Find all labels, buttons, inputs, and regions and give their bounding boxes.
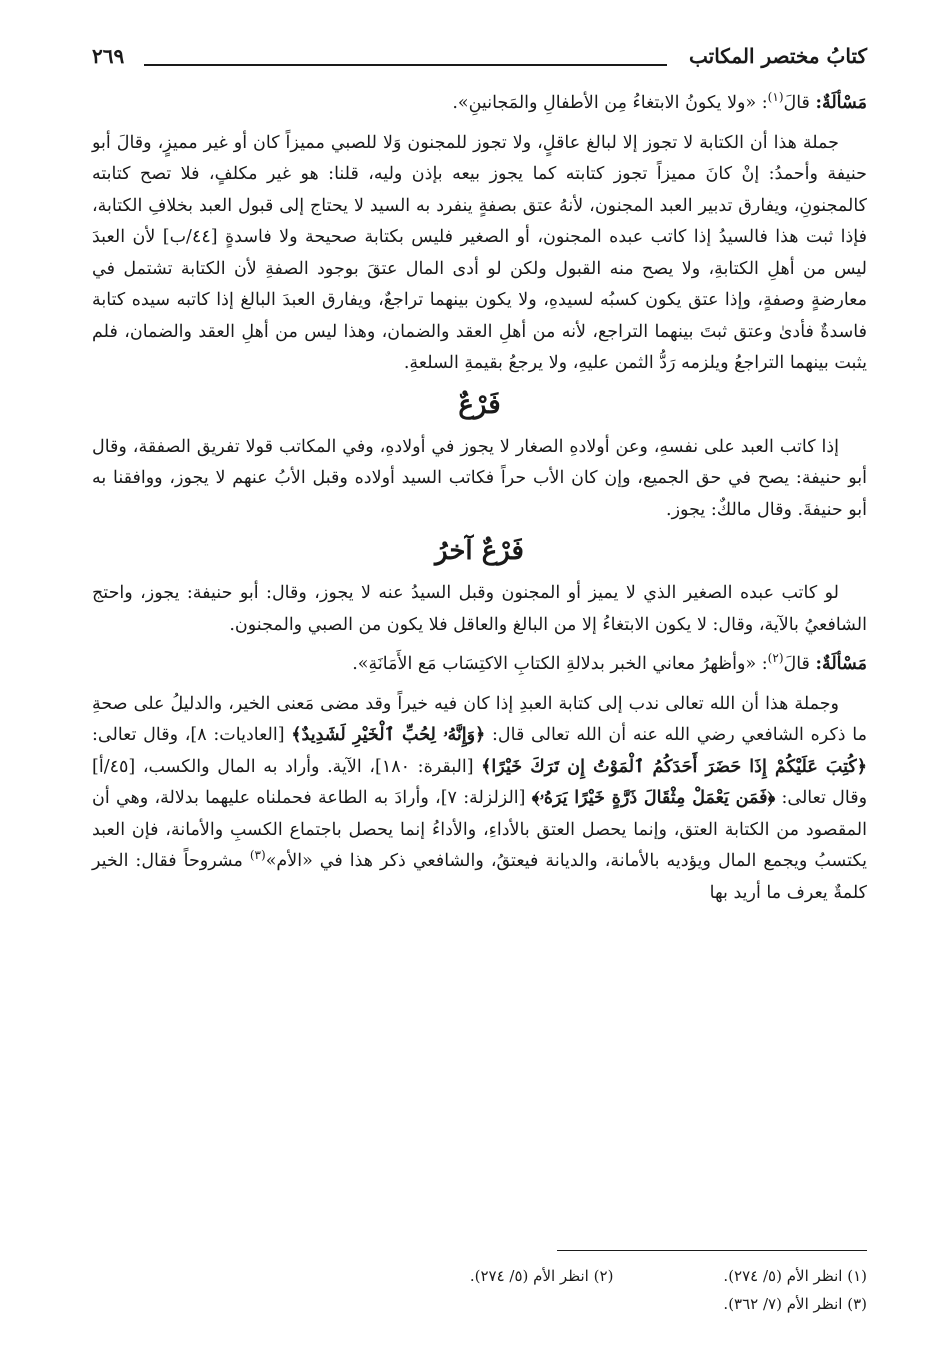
masala-2-said: قالَ <box>783 654 810 674</box>
footnote-2-text: انظر الأم (٥/ ٢٧٤). <box>469 1267 589 1285</box>
main-text <box>92 88 867 909</box>
footnote-ref-1[interactable]: (١) <box>767 90 784 105</box>
paragraph-4 <box>92 689 867 910</box>
footnote-row <box>92 1262 867 1290</box>
quran-verse-1: ﴿وَإِنَّهُۥ لِحُبِّ ٱلْخَيْرِ لَشَدِيدٌ﴾ <box>291 725 486 745</box>
book-page <box>92 40 867 1340</box>
masala-2-label: مَسْألَةٌ: <box>815 654 867 674</box>
header-rule <box>144 64 667 66</box>
paragraph-4-part-e: مشروحاً فقال: الخير كلمةٌ يعرف ما أريد بها <box>92 851 867 903</box>
paragraph-2: إذا كاتب العبد على نفسهِ، وعن أولادهِ الصغار لا يجوز في أولادهِ، وفي المكاتب قولا تفريق الصفقة، وقال أبو حنيفة: يصح في حق الجميع، وإن كان الأب حراً فكاتب السيد أولاده وقبل الأبُ عنهم لا يجوز، ووافقنا به أبو حنيفةَ. وقال مالكٌ: يجوز. <box>92 436 867 520</box>
section-heading-far-akhar: فَرْعٌ آخرُ <box>435 536 524 566</box>
masala-2 <box>92 649 867 681</box>
paragraph-3: لو كاتب عبده الصغير الذي لا يميز أو المجنون وقبل السيدُ عنه لا يجوز، وقال: أبو حنيفة: يجوز، واحتج الشافعيُ بالآية، وقال: لا يكون الابتغاءُ إلا من البالغ والعاقل فلا يكون من الصبي والمجنون. <box>92 583 867 635</box>
footnote-1-text: انظر الأم (٥/ ٢٧٤). <box>723 1267 843 1285</box>
page-header <box>92 40 867 74</box>
footnotes <box>92 1262 867 1318</box>
footnote-rule <box>557 1250 867 1251</box>
paragraph-1: جملة هذا أن الكتابة لا تجوز إلا لبالغ عاقلٍ، ولا تجوز للمجنون وَلا للصبي مميزاً كان أو غير مميزٍ، وقالَ أبو حنيفة وأحمدُ: إنْ كانَ مميزاً تجوز كتابته كما يجوز بيعه بإذن وليه، قلنا: هو غير مكلفٍ، فلا تصح كتابته كالمجنونِ، ويفارق تدبير العبد المجنون، لأنهُ عتق بصفةٍ ينفرد به السيد لا يحتاج إلى قبول العبد بخلافِ الكتابة، فإذا ثبت هذا فالسيدُ إذا كاتب عبده المجنون، أو الصغير فليس بكتابة صحيحة ولا فاسدةٍ [٤٤/ب] لأن العبدَ ليس من أهلِ الكتابةِ، ولا يصح منه القبول ولكن لو أدى المال عتقَ بوجود الصفةِ لأن الكتابة تشتمل في معارضةٍ وصفةٍ، وإذا عتق يكون كسبُه لسيدهِ، ولا يكون بينهما تراجعٌ، ويفارق العبدَ البالغ إذا كاتبه سيده كتابة فاسدةٌ فأدىٰ وعتق ثبتَ بينهما التراجع، لأنه من أهلِ العقد والضمان، وهذا ليس من أهلِ العقد والضمان، فلم يثبت بينهما التراجعُ ويلزمه رَدُّ الثمن عليهِ، ولا يرجعُ بقيمةِ السلعةِ. <box>92 132 867 373</box>
masala-1-quote: : «ولا يكونُ الابتغاءُ مِن الأطفالِ والمَجانينِ». <box>452 93 768 113</box>
footnote-1-num: (١) <box>847 1267 867 1285</box>
footnote-2 <box>470 1262 614 1290</box>
paragraph-4-part-a: وجملة هذا أن الله تعالى ندب إلى كتابة العبدِ إذا كان فيه خيراً وقد مضى مَعنى الخير، والدليلُ على صحةِ ما ذكره الشافعي رضي الله عنه أن الله تعالى قال: <box>92 693 867 745</box>
footnote-1 <box>723 1262 867 1290</box>
footnote-ref-2[interactable]: (٢) <box>767 651 784 666</box>
paragraph-4-part-b: [العاديات: ٨]، وقال تعالى: <box>92 725 292 745</box>
quran-verse-3: ﴿فَمَن يَعْمَلْ مِثْقَالَ ذَرَّةٍ خَيْرًا يَرَهُۥ﴾ <box>531 788 776 808</box>
masala-2-quote: : «وأظهرُ معاني الخبر بدلالةِ الكتابِ الاكتِسَاب مَع الأَمَانَةِ». <box>352 654 768 674</box>
footnote-3-text: انظر الأم (٧/ ٣٦٢). <box>723 1295 843 1313</box>
footnote-row <box>92 1290 867 1318</box>
quran-verse-2: ﴿كُتِبَ عَلَيْكُمْ إِذَا حَضَرَ أَحَدَكُمُ ٱلْمَوْتُ إِن تَرَكَ خَيْرًا﴾ <box>481 756 867 777</box>
footnote-ref-3[interactable]: (٣) <box>249 848 266 863</box>
paragraph-4-part-c: [البقرة: ١٨٠]، الآية. وأراد به المال والكسب، [٤٥/أ] وقال تعالى: <box>92 756 868 808</box>
section-heading-far: فَرْعٌ <box>458 389 501 420</box>
masala-1-said: قالَ <box>783 93 810 113</box>
paragraph-4-part-d: [الزلزلة: ٧]، وأرادَ به الطاعة فحملناه عليهما بدلالة، وهي أن المقصود من الكتابة العتق، وإنما يحصل العتق بالأداءِ، والأداءُ إنما يحصل باجتماع الكسبِ والأمانة، فإن العبد يكتسبُ ويجمع المال ويؤديه بالأمانة، والديانة فيعتقُ، والشافعي ذكر هذا في «الأم» <box>92 788 867 871</box>
page-number: ٢٦٩ <box>92 44 125 68</box>
masala-1-label: مَسْألَةٌ: <box>815 93 867 113</box>
footnote-3-num: (٣) <box>847 1295 867 1313</box>
footnote-2-num: (٢) <box>593 1267 614 1285</box>
running-title: كتابُ مختصر المكاتب <box>689 44 867 68</box>
masala-1 <box>92 88 867 120</box>
footnote-3 <box>723 1290 867 1318</box>
